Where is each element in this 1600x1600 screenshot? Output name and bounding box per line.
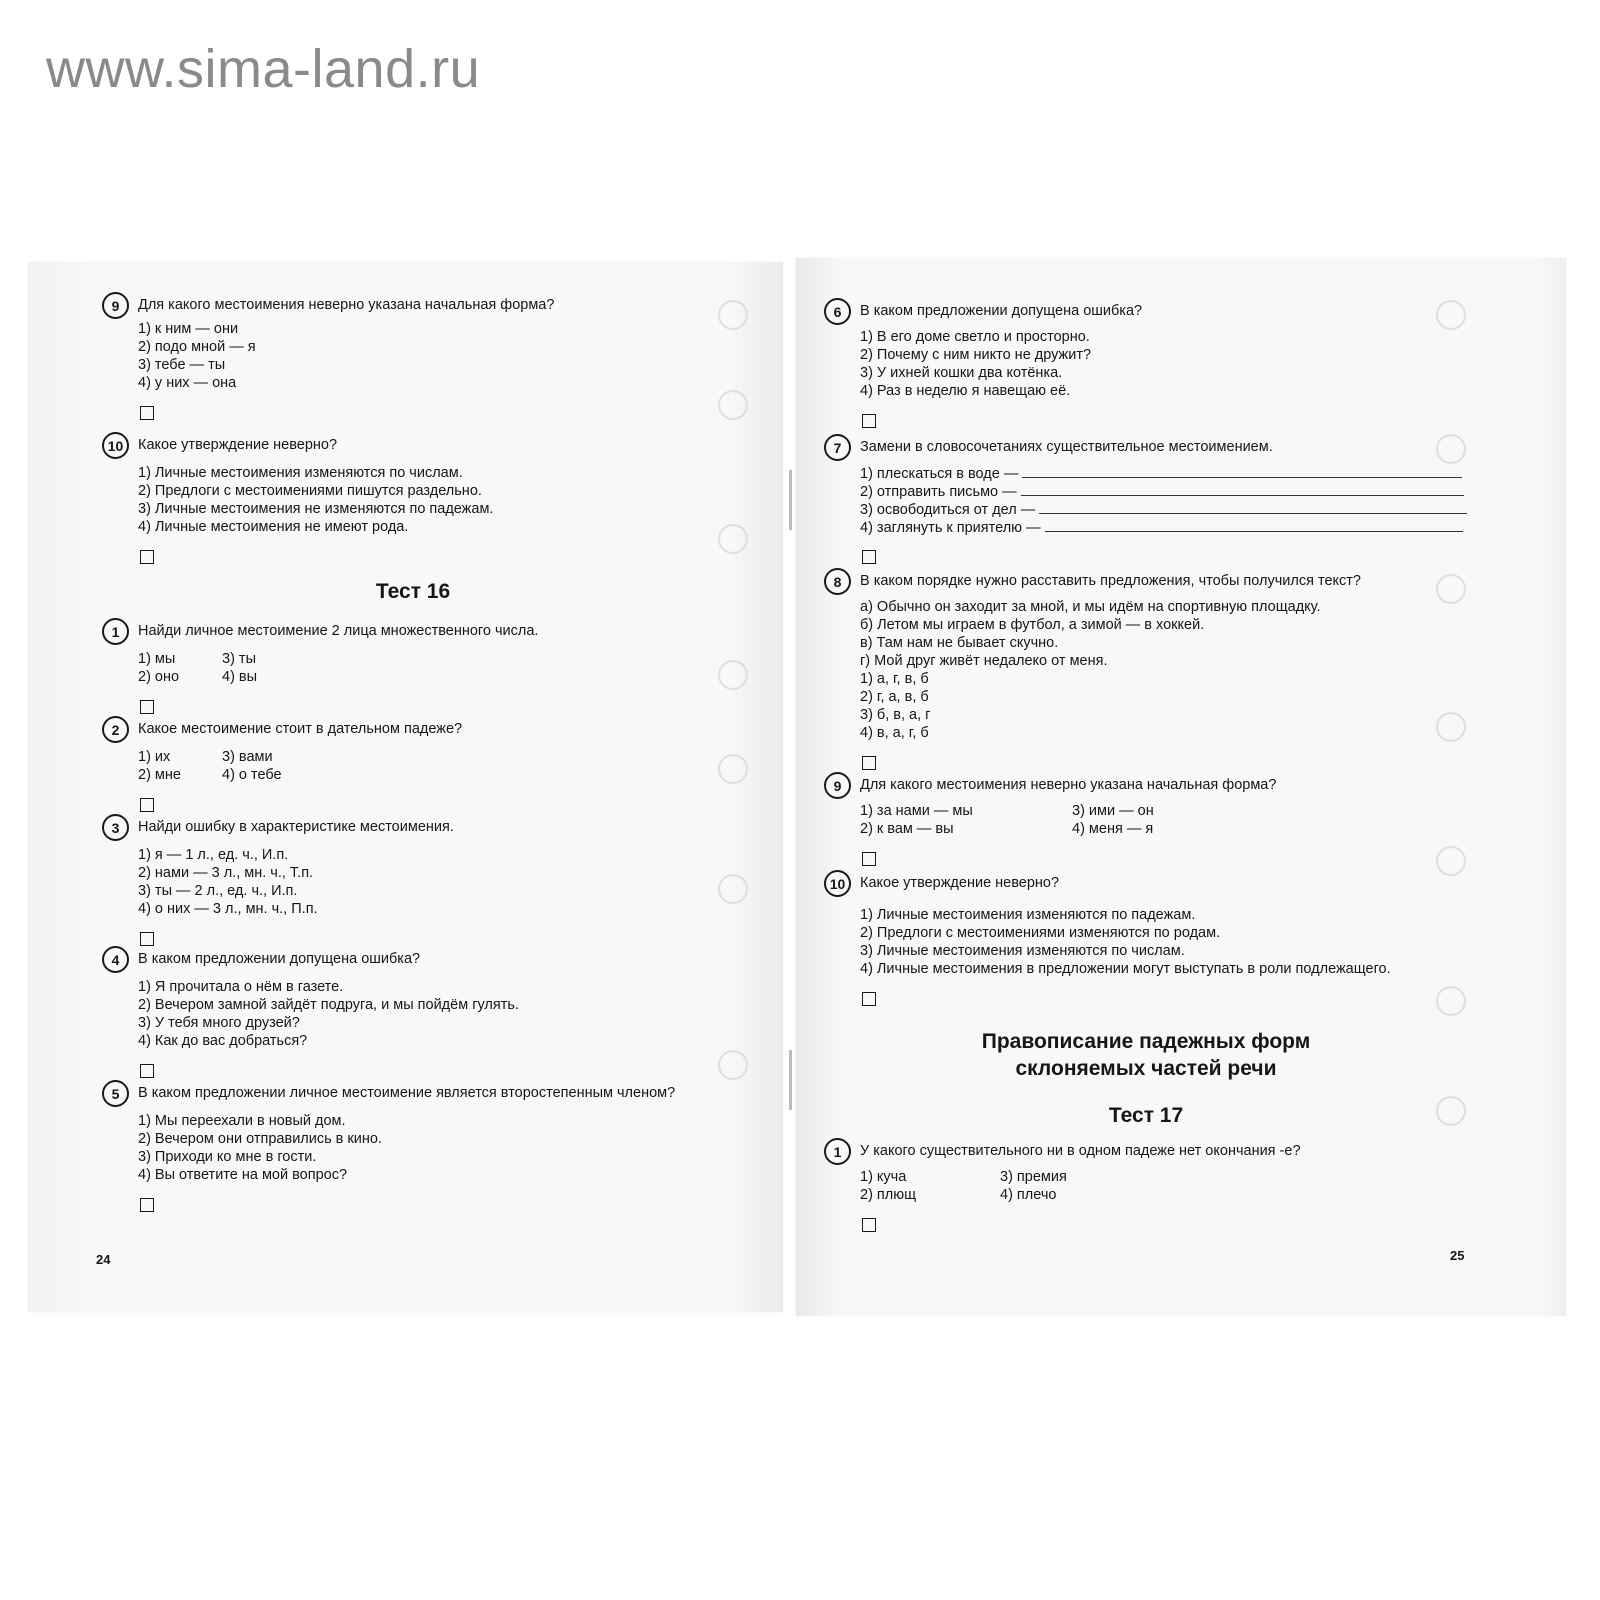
answer-option: 1) мы — [138, 651, 176, 667]
answer-option: 4) Как до вас добраться? — [138, 1033, 308, 1049]
question-1 — [824, 1138, 1504, 1232]
answer-option: 4) о них — 3 л., мн. ч., П.п. — [138, 901, 318, 917]
question-2 — [102, 716, 782, 812]
answer-option: 4) Раз в неделю я навещаю её. — [860, 383, 1071, 399]
answer-option: 2) Почему с ним никто не дружит? — [860, 347, 1092, 363]
question-6 — [824, 298, 1504, 428]
text-sentence: а) Обычно он заходит за мной, и мы идём на спортивную площадку. — [860, 599, 1321, 615]
answer-checkbox[interactable] — [862, 1218, 876, 1232]
question-text: Найди ошибку в характеристике местоимения. — [138, 819, 454, 835]
answer-option: 2) к вам — вы — [860, 821, 954, 837]
answer-option: 3) освободиться от дел — — [860, 502, 1036, 518]
answer-option: 1) куча — [860, 1169, 907, 1185]
question-number: 8 — [824, 568, 851, 595]
answer-blank-line[interactable] — [1039, 500, 1467, 514]
question-text: Найди личное местоимение 2 лица множественного числа. — [138, 623, 539, 639]
section-title — [926, 1028, 1366, 1082]
book-binding — [789, 1050, 792, 1110]
answer-option: 1) плескаться в воде — — [860, 466, 1019, 482]
question-number: 6 — [824, 298, 851, 325]
answer-option: 3) Личные местоимения не изменяются по падежам. — [138, 501, 494, 517]
question-number: 5 — [102, 1080, 129, 1107]
answer-option: 3) У ихней кошки два котёнка. — [860, 365, 1063, 381]
answer-option: 3) б, в, а, г — [860, 707, 931, 723]
answer-checkbox[interactable] — [862, 992, 876, 1006]
question-10 — [102, 432, 782, 564]
answer-option: 4) Вы ответите на мой вопрос? — [138, 1167, 348, 1183]
answer-option: 4) Личные местоимения не имеют рода. — [138, 519, 409, 535]
answer-option: 4) Личные местоимения в предложении могут выступать в роли подлежащего. — [860, 961, 1391, 977]
question-text: Замени в словосочетаниях существительное местоимением. — [860, 439, 1273, 455]
answer-option: 1) Я прочитала о нём в газете. — [138, 979, 344, 995]
question-number: 1 — [102, 618, 129, 645]
question-4 — [102, 946, 782, 1078]
section-title-line: Правописание падежных форм — [981, 1030, 1311, 1053]
answer-option: 1) Личные местоимения изменяются по числам. — [138, 465, 463, 481]
question-number: 9 — [824, 772, 851, 799]
question-text: В каком предложении допущена ошибка? — [860, 303, 1143, 319]
answer-option: 2) Предлоги с местоимениями изменяются по родам. — [860, 925, 1221, 941]
answer-option: 1) к ним — они — [138, 321, 239, 337]
answer-option: 1) за нами — мы — [860, 803, 973, 819]
answer-option: 2) плющ — [860, 1187, 917, 1203]
answer-option: 2) нами — 3 л., мн. ч., Т.п. — [138, 865, 314, 881]
answer-option: 3) ты — [222, 651, 256, 667]
test-title: Тест 16 — [375, 580, 451, 603]
question-number: 7 — [824, 434, 851, 461]
answer-option: 3) Личные местоимения изменяются по числам. — [860, 943, 1185, 959]
answer-blank-line[interactable] — [1045, 518, 1463, 532]
text-sentence: в) Там нам не бывает скучно. — [860, 635, 1059, 651]
book-binding — [789, 470, 792, 530]
question-number: 4 — [102, 946, 129, 973]
question-text: В каком предложении допущена ошибка? — [138, 951, 421, 967]
question-1 — [102, 618, 782, 714]
answer-checkbox[interactable] — [140, 700, 154, 714]
watermark: www.sima-land.ru — [46, 39, 481, 99]
question-10 — [824, 870, 1504, 1006]
answer-option: 2) отправить письмо — — [860, 484, 1017, 500]
bleed-through-circle — [1436, 1096, 1466, 1126]
answer-option: 1) их — [138, 749, 171, 765]
question-number: 10 — [824, 870, 851, 897]
answer-option: 2) оно — [138, 669, 180, 685]
question-number: 1 — [824, 1138, 851, 1165]
question-text: В каком предложении личное местоимение является второстепенным членом? — [138, 1085, 676, 1101]
answer-checkbox[interactable] — [140, 1064, 154, 1078]
question-text: В каком порядке нужно расставить предложения, чтобы получился текст? — [860, 573, 1361, 589]
answer-option: 1) Личные местоимения изменяются по падежам. — [860, 907, 1196, 923]
answer-option: 3) тебе — ты — [138, 357, 226, 373]
answer-checkbox[interactable] — [862, 550, 876, 564]
answer-option: 3) Приходи ко мне в гости. — [138, 1149, 317, 1165]
test-title: Тест 17 — [1108, 1104, 1184, 1127]
answer-option: 4) у них — она — [138, 375, 237, 391]
answer-option: 4) вы — [222, 669, 258, 685]
section-title-line: склоняемых частей речи — [1015, 1057, 1277, 1080]
answer-option: 4) плечо — [1000, 1187, 1057, 1203]
answer-option: 1) я — 1 л., ед. ч., И.п. — [138, 847, 289, 863]
answer-blank-line[interactable] — [1021, 482, 1464, 496]
answer-checkbox[interactable] — [140, 1198, 154, 1212]
answer-option: 2) подо мной — я — [138, 339, 256, 355]
question-9 — [102, 292, 782, 420]
question-text: Для какого местоимения неверно указана начальная форма? — [138, 297, 555, 313]
question-5 — [102, 1080, 782, 1212]
answer-option: 4) заглянуть к приятелю — — [860, 520, 1041, 536]
answer-option: 4) меня — я — [1072, 821, 1154, 837]
page-number: 24 — [96, 1252, 111, 1267]
answer-option: 1) а, г, в, б — [860, 671, 929, 687]
question-text: Для какого местоимения неверно указана начальная форма? — [860, 777, 1277, 793]
answer-option: 2) Вечером они отправились в кино. — [138, 1131, 382, 1147]
question-8 — [824, 568, 1504, 770]
answer-option: 1) В его доме светло и просторно. — [860, 329, 1090, 345]
question-number: 2 — [102, 716, 129, 743]
answer-checkbox[interactable] — [140, 798, 154, 812]
answer-checkbox[interactable] — [862, 756, 876, 770]
answer-option: 2) мне — [138, 767, 181, 783]
answer-option: 3) ты — 2 л., ед. ч., И.п. — [138, 883, 298, 899]
left-page — [28, 262, 783, 1312]
question-number: 10 — [102, 432, 129, 459]
answer-option: 1) Мы переехали в новый дом. — [138, 1113, 346, 1129]
answer-option: 4) о тебе — [222, 767, 282, 783]
question-text: У какого существительного ни в одном падеже нет окончания -е? — [860, 1143, 1301, 1159]
answer-blank-line[interactable] — [1022, 464, 1462, 478]
question-number: 9 — [102, 292, 129, 319]
answer-option: 3) премия — [1000, 1169, 1067, 1185]
answer-option: 4) в, а, г, б — [860, 725, 929, 741]
question-number: 3 — [102, 814, 129, 841]
question-9 — [824, 772, 1504, 866]
answer-checkbox[interactable] — [140, 406, 154, 420]
answer-option: 3) ими — он — [1072, 803, 1154, 819]
text-sentence: г) Мой друг живёт недалеко от меня. — [860, 653, 1108, 669]
answer-checkbox[interactable] — [862, 414, 876, 428]
answer-option: 2) Вечером замной зайдёт подруга, и мы пойдём гулять. — [138, 997, 519, 1013]
question-text: Какое утверждение неверно? — [860, 875, 1060, 891]
answer-option: 3) У тебя много друзей? — [138, 1015, 300, 1031]
question-text: Какое местоимение стоит в дательном падеже? — [138, 721, 463, 737]
answer-checkbox[interactable] — [862, 852, 876, 866]
answer-checkbox[interactable] — [140, 932, 154, 946]
question-3 — [102, 814, 782, 946]
question-7 — [824, 434, 1504, 564]
answer-option: 3) вами — [222, 749, 273, 765]
answer-option: 2) Предлоги с местоимениями пишутся раздельно. — [138, 483, 482, 499]
answer-option: 2) г, а, в, б — [860, 689, 929, 705]
answer-checkbox[interactable] — [140, 550, 154, 564]
text-sentence: б) Летом мы играем в футбол, а зимой — в хоккей. — [860, 617, 1205, 633]
question-text: Какое утверждение неверно? — [138, 437, 338, 453]
right-page — [796, 258, 1566, 1316]
page-number: 25 — [1450, 1248, 1465, 1263]
